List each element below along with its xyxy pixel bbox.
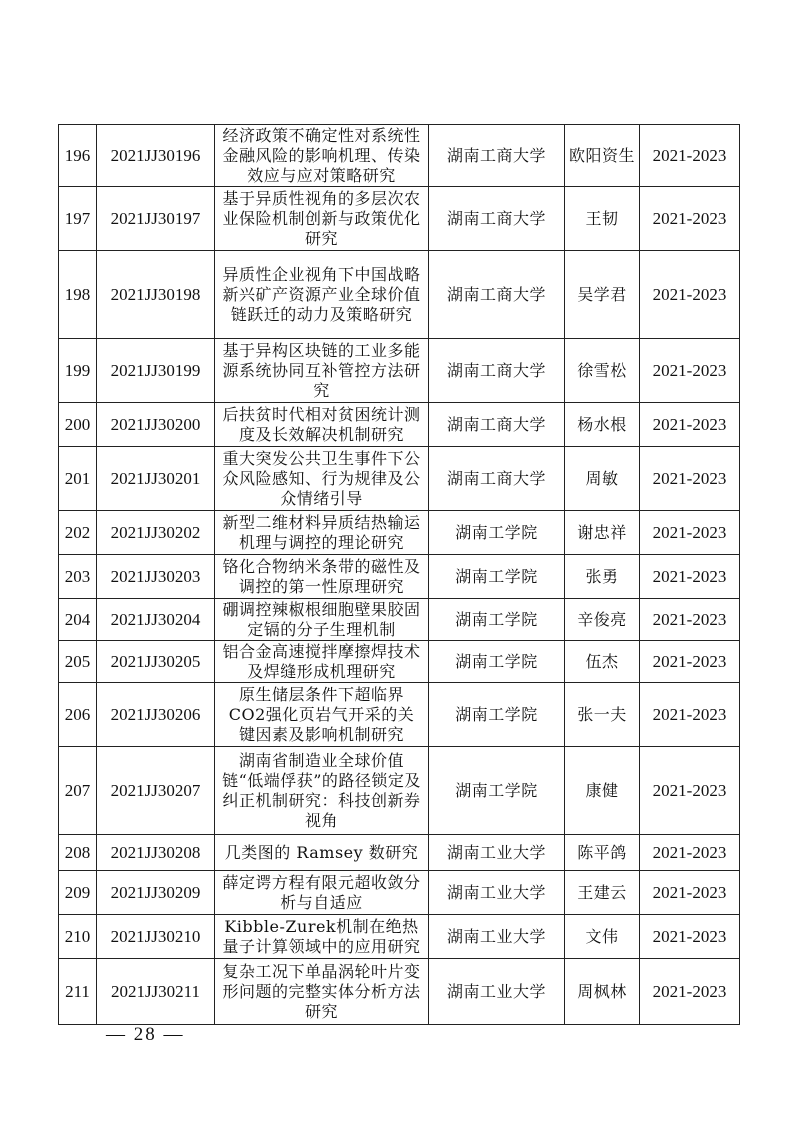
project-period: 2021-2023 xyxy=(640,599,740,641)
project-code: 2021JJ30206 xyxy=(97,683,215,747)
row-number: 205 xyxy=(59,641,97,683)
institution: 湖南工商大学 xyxy=(429,447,565,511)
row-number: 198 xyxy=(59,251,97,339)
project-period: 2021-2023 xyxy=(640,125,740,187)
row-number: 208 xyxy=(59,835,97,871)
project-code: 2021JJ30204 xyxy=(97,599,215,641)
table-row xyxy=(59,125,740,187)
table-row xyxy=(59,511,740,555)
project-code: 2021JJ30201 xyxy=(97,447,215,511)
institution: 湖南工商大学 xyxy=(429,251,565,339)
institution: 湖南工商大学 xyxy=(429,125,565,187)
project-period: 2021-2023 xyxy=(640,339,740,403)
project-code: 2021JJ30211 xyxy=(97,959,215,1025)
project-leader: 吴学君 xyxy=(565,251,640,339)
table-row xyxy=(59,747,740,835)
row-number: 209 xyxy=(59,871,97,915)
row-number: 210 xyxy=(59,915,97,959)
table-row xyxy=(59,915,740,959)
row-number: 202 xyxy=(59,511,97,555)
project-title: 基于异质性视角的多层次农业保险机制创新与政策优化研究 xyxy=(215,187,429,251)
project-period: 2021-2023 xyxy=(640,871,740,915)
project-period: 2021-2023 xyxy=(640,915,740,959)
row-number: 197 xyxy=(59,187,97,251)
institution: 湖南工商大学 xyxy=(429,339,565,403)
project-period: 2021-2023 xyxy=(640,835,740,871)
row-number: 211 xyxy=(59,959,97,1025)
project-code: 2021JJ30209 xyxy=(97,871,215,915)
project-title: 新型二维材料异质结热输运机理与调控的理论研究 xyxy=(215,511,429,555)
row-number: 207 xyxy=(59,747,97,835)
institution: 湖南工商大学 xyxy=(429,403,565,447)
project-title: 复杂工况下单晶涡轮叶片变形问题的完整实体分析方法研究 xyxy=(215,959,429,1025)
row-number: 203 xyxy=(59,555,97,599)
project-title: 重大突发公共卫生事件下公众风险感知、行为规律及公众情绪引导 xyxy=(215,447,429,511)
project-leader: 康健 xyxy=(565,747,640,835)
institution: 湖南工学院 xyxy=(429,747,565,835)
project-period: 2021-2023 xyxy=(640,555,740,599)
project-leader: 张勇 xyxy=(565,555,640,599)
table-row xyxy=(59,871,740,915)
project-title: 湖南省制造业全球价值链“低端俘获”的路径锁定及纠正机制研究：科技创新券视角 xyxy=(215,747,429,835)
project-title: 原生储层条件下超临界CO2强化页岩气开采的关键因素及影响机制研究 xyxy=(215,683,429,747)
project-title: 后扶贫时代相对贫困统计测度及长效解决机制研究 xyxy=(215,403,429,447)
project-leader: 文伟 xyxy=(565,915,640,959)
project-period: 2021-2023 xyxy=(640,251,740,339)
project-leader: 周敏 xyxy=(565,447,640,511)
row-number: 204 xyxy=(59,599,97,641)
project-period: 2021-2023 xyxy=(640,683,740,747)
project-leader: 周枫林 xyxy=(565,959,640,1025)
institution: 湖南工学院 xyxy=(429,511,565,555)
project-code: 2021JJ30205 xyxy=(97,641,215,683)
institution: 湖南工业大学 xyxy=(429,871,565,915)
institution: 湖南工业大学 xyxy=(429,959,565,1025)
table-row xyxy=(59,683,740,747)
project-code: 2021JJ30208 xyxy=(97,835,215,871)
table-row xyxy=(59,835,740,871)
project-leader: 陈平鸽 xyxy=(565,835,640,871)
page-number: — 28 — xyxy=(106,1024,185,1045)
row-number: 201 xyxy=(59,447,97,511)
project-leader: 徐雪松 xyxy=(565,339,640,403)
project-code: 2021JJ30198 xyxy=(97,251,215,339)
institution: 湖南工学院 xyxy=(429,599,565,641)
project-code: 2021JJ30203 xyxy=(97,555,215,599)
project-leader: 张一夫 xyxy=(565,683,640,747)
project-title: 异质性企业视角下中国战略新兴矿产资源产业全球价值链跃迁的动力及策略研究 xyxy=(215,251,429,339)
project-table xyxy=(58,124,740,1025)
project-leader: 欧阳资生 xyxy=(565,125,640,187)
table-row xyxy=(59,599,740,641)
table-row xyxy=(59,447,740,511)
row-number: 199 xyxy=(59,339,97,403)
project-period: 2021-2023 xyxy=(640,641,740,683)
table-row xyxy=(59,555,740,599)
project-code: 2021JJ30196 xyxy=(97,125,215,187)
project-title: 铬化合物纳米条带的磁性及调控的第一性原理研究 xyxy=(215,555,429,599)
project-code: 2021JJ30200 xyxy=(97,403,215,447)
project-code: 2021JJ30207 xyxy=(97,747,215,835)
project-period: 2021-2023 xyxy=(640,187,740,251)
project-period: 2021-2023 xyxy=(640,511,740,555)
project-title: 经济政策不确定性对系统性金融风险的影响机理、传染效应与应对策略研究 xyxy=(215,125,429,187)
table-row xyxy=(59,251,740,339)
project-leader: 王建云 xyxy=(565,871,640,915)
table-row xyxy=(59,403,740,447)
table-row xyxy=(59,339,740,403)
row-number: 196 xyxy=(59,125,97,187)
project-code: 2021JJ30199 xyxy=(97,339,215,403)
table-row xyxy=(59,959,740,1025)
project-leader: 伍杰 xyxy=(565,641,640,683)
project-title: Kibble-Zurek机制在绝热量子计算领域中的应用研究 xyxy=(215,915,429,959)
project-title: 硼调控辣椒根细胞壁果胶固定镉的分子生理机制 xyxy=(215,599,429,641)
institution: 湖南工商大学 xyxy=(429,187,565,251)
project-title: 几类图的 Ramsey 数研究 xyxy=(215,835,429,871)
project-period: 2021-2023 xyxy=(640,959,740,1025)
institution: 湖南工业大学 xyxy=(429,915,565,959)
institution: 湖南工学院 xyxy=(429,555,565,599)
project-code: 2021JJ30210 xyxy=(97,915,215,959)
project-title: 铝合金高速搅拌摩擦焊技术及焊缝形成机理研究 xyxy=(215,641,429,683)
project-title: 基于异构区块链的工业多能源系统协同互补管控方法研究 xyxy=(215,339,429,403)
row-number: 200 xyxy=(59,403,97,447)
institution: 湖南工业大学 xyxy=(429,835,565,871)
project-period: 2021-2023 xyxy=(640,747,740,835)
institution: 湖南工学院 xyxy=(429,683,565,747)
project-title: 薛定谔方程有限元超收敛分析与自适应 xyxy=(215,871,429,915)
table-row xyxy=(59,187,740,251)
project-leader: 王韧 xyxy=(565,187,640,251)
project-code: 2021JJ30202 xyxy=(97,511,215,555)
project-period: 2021-2023 xyxy=(640,403,740,447)
project-leader: 杨水根 xyxy=(565,403,640,447)
project-period: 2021-2023 xyxy=(640,447,740,511)
project-code: 2021JJ30197 xyxy=(97,187,215,251)
table-row xyxy=(59,641,740,683)
project-leader: 辛俊亮 xyxy=(565,599,640,641)
row-number: 206 xyxy=(59,683,97,747)
project-leader: 谢忠祥 xyxy=(565,511,640,555)
institution: 湖南工学院 xyxy=(429,641,565,683)
